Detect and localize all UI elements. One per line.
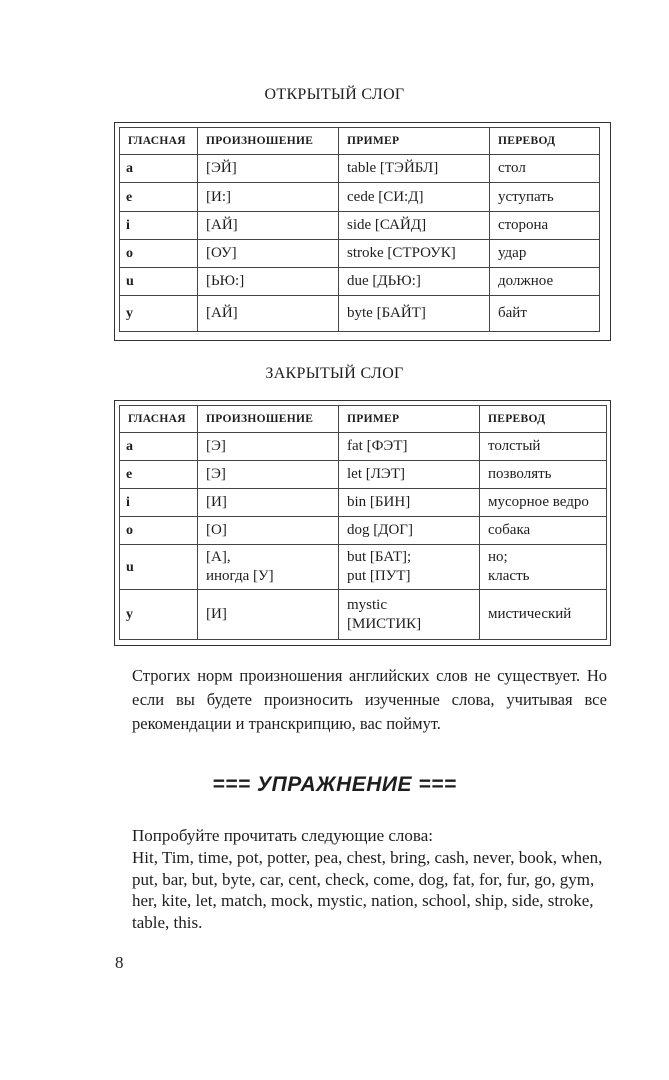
table-row (120, 590, 607, 640)
table-row (120, 268, 600, 296)
table-row (120, 461, 607, 489)
header-pronunciation: ПРОИЗНОШЕНИЕ (198, 128, 339, 155)
table-row (120, 517, 607, 545)
cell-example: stroke [СТРОУК] (339, 240, 490, 268)
note-paragraph: Строгих норм произношения английских слов не существует. Но если вы будете произносить изученные слова, учитывая все рекомендации и транскрипцию, вас поймут. (132, 666, 607, 733)
cell-vowel: e (120, 183, 198, 212)
table-header-row (120, 406, 607, 433)
header-vowel: ГЛАСНАЯ (120, 128, 198, 155)
cell-example: let [ЛЭТ] (339, 461, 480, 489)
cell-translation: толстый (480, 433, 607, 461)
table-row (120, 545, 607, 590)
open-syllable-table (119, 127, 600, 332)
cell-translation: байт (490, 296, 600, 332)
table-row (120, 489, 607, 517)
cell-translation: должное (490, 268, 600, 296)
cell-example: dog [ДОГ] (339, 517, 480, 545)
closed-syllable-table (119, 405, 607, 640)
header-example: ПРИМЕР (339, 128, 490, 155)
cell-pronunciation: [Э] (198, 433, 339, 461)
cell-pronunciation: [АЙ] (198, 296, 339, 332)
cell-translation: уступать (490, 183, 600, 212)
cell-vowel: i (120, 212, 198, 240)
table-row (120, 212, 600, 240)
header-example: ПРИМЕР (339, 406, 480, 433)
cell-pronunciation: [ЭЙ] (198, 155, 339, 183)
cell-vowel: a (120, 155, 198, 183)
header-pronunciation: ПРОИЗНОШЕНИЕ (198, 406, 339, 433)
cell-example: mystic [МИСТИК] (339, 590, 480, 640)
table-row (120, 296, 600, 332)
cell-translation: мусорное ведро (480, 489, 607, 517)
table-header-row (120, 128, 600, 155)
open-syllable-title: ОТКРЫТЫЙ СЛОГ (264, 86, 405, 103)
cell-vowel: u (120, 268, 198, 296)
exercise-instruction: Попробуйте прочитать следующие слова: (132, 826, 433, 845)
cell-translation: позволять (480, 461, 607, 489)
exercise-word-list: Hit, Tim, time, pot, potter, pea, chest, bring, cash, never, book, when, put, bar, but, byte, car, cent, check, come, dog, fat, for, fur, go, gym, her, kite, let, match, mock, mystic, nation, school, ship, side, stroke, table, this. (132, 848, 603, 932)
cell-pronunciation: [О] (198, 517, 339, 545)
closed-syllable-table-frame (114, 400, 611, 646)
cell-vowel: e (120, 461, 198, 489)
cell-vowel: y (120, 296, 198, 332)
cell-translation: удар (490, 240, 600, 268)
cell-example: bin [БИН] (339, 489, 480, 517)
cell-example: cede [СИ:Д] (339, 183, 490, 212)
table-row (120, 240, 600, 268)
cell-pronunciation: [И] (198, 590, 339, 640)
cell-vowel: o (120, 240, 198, 268)
cell-translation: мистический (480, 590, 607, 640)
cell-translation: сторона (490, 212, 600, 240)
header-vowel: ГЛАСНАЯ (120, 406, 198, 433)
cell-vowel: u (120, 545, 198, 590)
cell-pronunciation: [АЙ] (198, 212, 339, 240)
closed-syllable-title: ЗАКРЫТЫЙ СЛОГ (265, 365, 404, 382)
cell-example: table [ТЭЙБЛ] (339, 155, 490, 183)
cell-vowel: i (120, 489, 198, 517)
cell-translation: собака (480, 517, 607, 545)
cell-pronunciation: [И:] (198, 183, 339, 212)
header-translation: ПЕРЕВОД (490, 128, 600, 155)
cell-example: due [ДЬЮ:] (339, 268, 490, 296)
table-row (120, 433, 607, 461)
cell-pronunciation: [ОУ] (198, 240, 339, 268)
open-syllable-table-frame (114, 122, 611, 341)
cell-example: but [БАТ]; put [ПУТ] (339, 545, 480, 590)
cell-example: fat [ФЭТ] (339, 433, 480, 461)
cell-translation: стол (490, 155, 600, 183)
cell-pronunciation: [Э] (198, 461, 339, 489)
cell-example: byte [БАЙТ] (339, 296, 490, 332)
cell-translation: но; класть (480, 545, 607, 590)
cell-vowel: y (120, 590, 198, 640)
cell-vowel: o (120, 517, 198, 545)
cell-pronunciation: [И] (198, 489, 339, 517)
cell-example: side [САЙД] (339, 212, 490, 240)
exercise-heading: === УПРАЖНЕНИЕ === (212, 773, 457, 796)
cell-pronunciation: [ЬЮ:] (198, 268, 339, 296)
cell-pronunciation: [А], иногда [У] (198, 545, 339, 590)
table-row (120, 155, 600, 183)
page-number: 8 (115, 953, 124, 972)
table-row (120, 183, 600, 212)
header-translation: ПЕРЕВОД (480, 406, 607, 433)
cell-vowel: a (120, 433, 198, 461)
